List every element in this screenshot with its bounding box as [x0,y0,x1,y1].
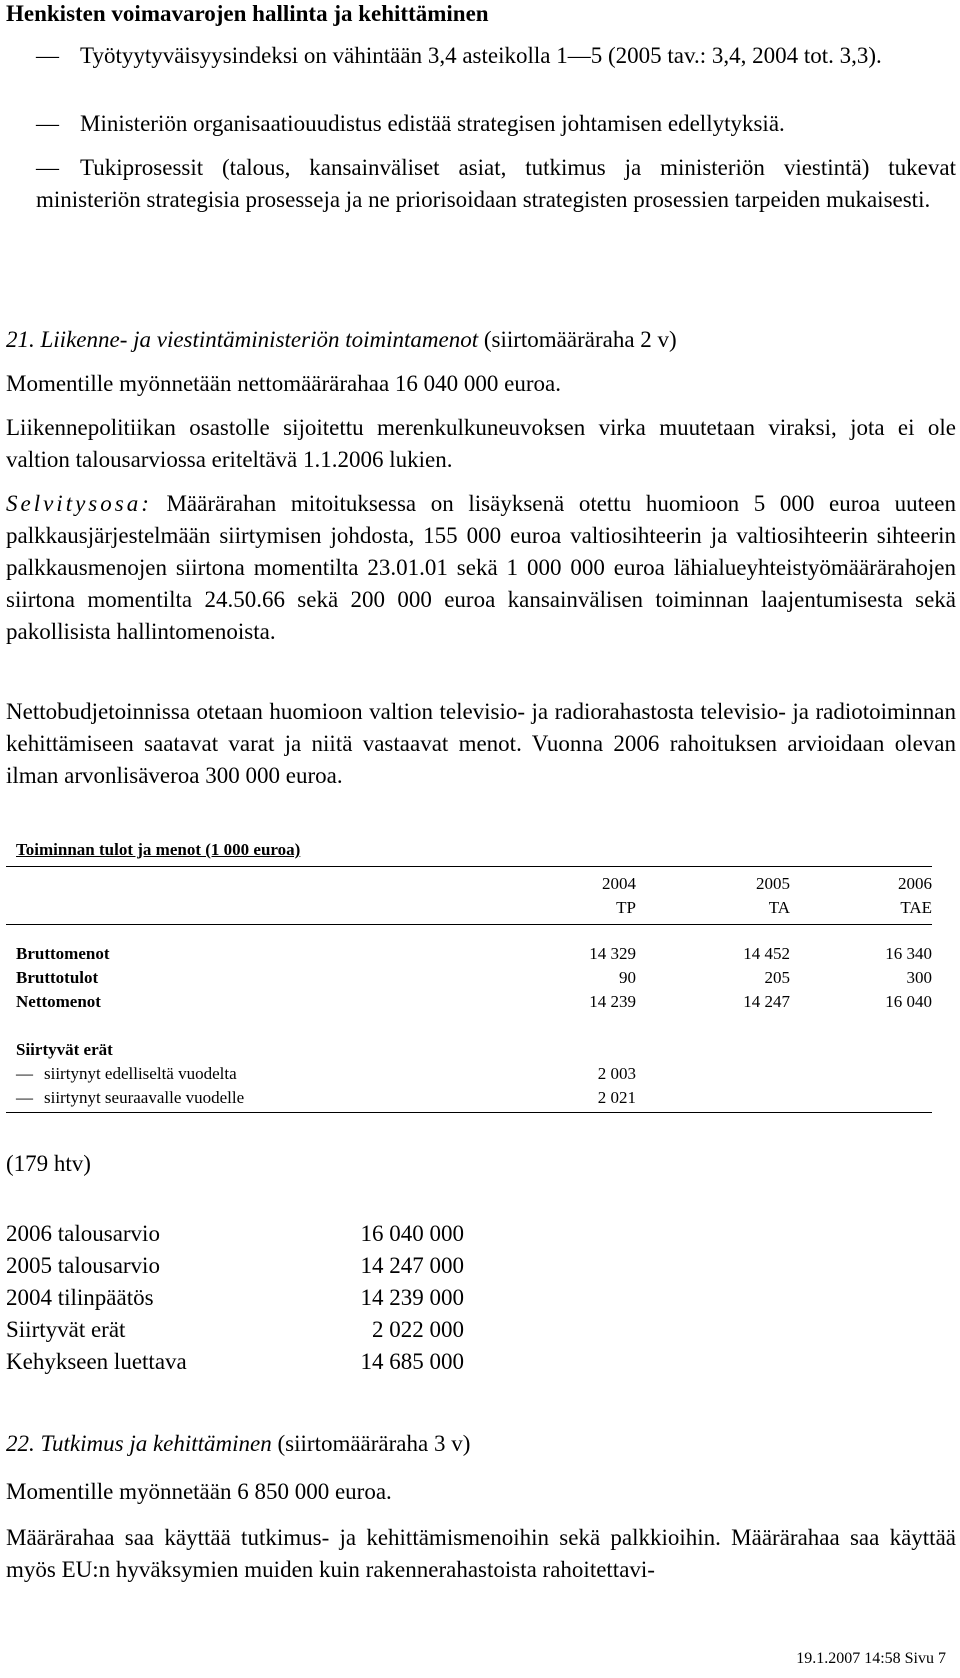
dash-marker: — [36,155,59,180]
bullet-item: — Ministeriön organisaatiouudistus edistää strategisen johtamisen edellytyksiä. [36,108,956,140]
table-row: — siirtynyt seuraavalle vuodelle 2 021 [16,1088,636,1107]
table-row: Bruttotulot 90 205 300 [16,968,932,987]
dash-marker: — [36,43,59,68]
selvitysosa-paragraph: Selvitysosa: Määrärahan mitoituksessa on lisäyksenä otettu huomioon 5 000 euroa uuteen palkkausjärjestelmään siirtymisen johdosta, 155 000 euroa valtiosihteerin ja valtiosihteerin sihteerin palkkausmenojen siirtona momentilta 23.01.01 sekä 1 000 000 euroa lähialueyhteistyömäärärahojen siirtona momentilta 24.50.66 sekä 200 000 euroa kansainvälisen toiminnan laajentumisesta sekä pakollisista hallintomenoista. [6,491,956,644]
year-2004: 2004 [602,874,636,893]
section-heading: Henkisten voimavarojen hallinta ja kehittäminen [6,1,489,26]
selvitysosa-label: Selvitysosa: [6,491,152,516]
table-row: Nettomenot 14 239 14 247 16 040 [16,992,932,1011]
table-bottom-rule [6,1112,932,1113]
section-21-title: 21. Liikenne- ja viestintäministeriön toimintamenot (siirtomääräraha 2 v) [6,327,677,352]
kind-tae: TAE [900,898,932,917]
year-2005: 2005 [756,874,790,893]
bullet-item: — Tukiprosessit (talous, kansainväliset asiat, tutkimus ja ministeriön viestintä) tukevat ministeriön strategisia prosesseja ja ne priorisoidaan strategisten prosessien tarpeiden mukaisesti. [36,152,956,216]
dash-marker: — [36,111,59,136]
table-subheading: Siirtyvät erät [16,1040,113,1059]
section-21-paragraph: Liikennepolitiikan osastolle sijoitettu merenkulkuneuvoksen virka muutetaan viraksi, jota ei ole valtion talousarviossa eriteltävä 1.1.2006 lukien. [6,415,956,472]
section-22-paragraph: Määrärahaa saa käyttää tutkimus- ja kehittämismenoihin sekä palkkioihin. Määrärahaa saa käyttää myös EU:n hyväksymien muiden kuin rakennerahastoista rahoitettavi- [6,1525,956,1582]
table-top-rule [6,866,932,867]
table-row: — siirtynyt edelliseltä vuodelta 2 003 [16,1064,636,1083]
table-row: Bruttomenot 14 329 14 452 16 340 [16,944,932,963]
section-21-paragraph: Momentille myönnetään nettomäärärahaa 16 040 000 euroa. [6,371,561,396]
section-22-title: 22. Tutkimus ja kehittäminen (siirtomääräraha 3 v) [6,1431,471,1456]
table-caption: Toiminnan tulot ja menot (1 000 euroa) [16,840,301,859]
page-footer: 19.1.2007 14:58 Sivu 7 [796,1650,946,1667]
table-header-kinds [16,898,932,922]
htv-note: (179 htv) [6,1151,91,1176]
section-22-paragraph: Momentille myönnetään 6 850 000 euroa. [6,1479,392,1504]
table-header-years [16,874,932,898]
table-header-rule [6,924,932,925]
kind-ta: TA [768,898,790,917]
bullet-item: — Työtyytyväisyysindeksi on vähintään 3,4 asteikolla 1—5 (2005 tav.: 3,4, 2004 tot. 3,3). [36,40,956,72]
section-21-paragraph: Nettobudjetoinnissa otetaan huomioon valtion televisio- ja radiorahastosta televisio- ja radiotoiminnan kehittämiseen saatavat varat ja niitä vastaavat menot. Vuonna 2006 rahoituksen arvioidaan olevan ilman arvonlisäveroa 300 000 euroa. [6,699,956,788]
year-2006: 2006 [898,874,932,893]
kind-tp: TP [616,898,636,917]
